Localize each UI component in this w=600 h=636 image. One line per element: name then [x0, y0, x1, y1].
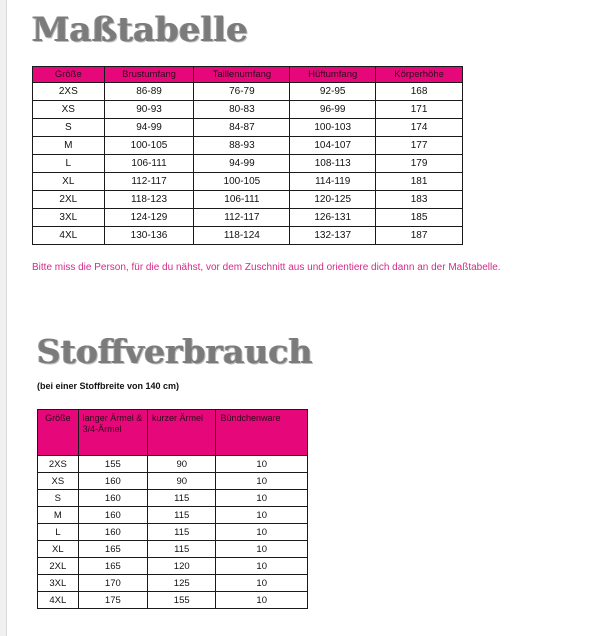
header-size: Größe [38, 410, 79, 456]
table-cell: 120-125 [290, 191, 376, 209]
table-cell: 112-117 [104, 173, 194, 191]
table-cell: 168 [376, 83, 463, 101]
table-cell: 175 [78, 592, 147, 609]
table-cell: 88-93 [194, 137, 290, 155]
table-cell: 181 [376, 173, 463, 191]
table-row [38, 575, 308, 592]
table-cell: 170 [78, 575, 147, 592]
table-cell: 92-95 [290, 83, 376, 101]
table-cell: 104-107 [290, 137, 376, 155]
table-cell: 118-124 [194, 227, 290, 245]
table-cell: 100-103 [290, 119, 376, 137]
table-row [33, 101, 463, 119]
table-row [38, 507, 308, 524]
fabric-usage-body [38, 456, 308, 609]
table-cell: 124-129 [104, 209, 194, 227]
table-cell: 125 [148, 575, 216, 592]
table-row [38, 592, 308, 609]
size-chart-title: Maßtabelle [32, 10, 249, 50]
table-row [33, 209, 463, 227]
table-cell: 10 [216, 507, 308, 524]
table-cell: 10 [216, 456, 308, 473]
fabric-usage-title: Stoffverbrauch [37, 332, 313, 371]
header-long-sleeve: langer Ärmel & 3/4-Ärmel [78, 410, 147, 456]
table-cell: 171 [376, 101, 463, 119]
table-cell: 10 [216, 541, 308, 558]
table-cell: 100-105 [194, 173, 290, 191]
table-cell: 10 [216, 473, 308, 490]
table-row [38, 473, 308, 490]
table-cell: 108-113 [290, 155, 376, 173]
table-cell: 132-137 [290, 227, 376, 245]
header-hip: Hüftumfang [290, 67, 376, 83]
table-row [33, 155, 463, 173]
size-chart-table [32, 66, 463, 245]
table-cell: 165 [78, 541, 147, 558]
table-cell: 112-117 [194, 209, 290, 227]
table-cell: 114-119 [290, 173, 376, 191]
table-row [38, 456, 308, 473]
table-cell: 177 [376, 137, 463, 155]
table-row [33, 119, 463, 137]
table-cell: L [33, 155, 105, 173]
table-cell: L [38, 524, 79, 541]
table-cell: 160 [78, 507, 147, 524]
table-cell: XS [38, 473, 79, 490]
table-cell: 115 [148, 541, 216, 558]
table-cell: 3XL [33, 209, 105, 227]
table-cell: M [33, 137, 105, 155]
table-cell: 76-79 [194, 83, 290, 101]
header-cuff-fabric: Bündchenware [216, 410, 308, 456]
table-cell: 118-123 [104, 191, 194, 209]
table-cell: 183 [376, 191, 463, 209]
header-height: Körperhöhe [376, 67, 463, 83]
table-cell: XL [33, 173, 105, 191]
table-cell: 2XS [38, 456, 79, 473]
table-cell: 96-99 [290, 101, 376, 119]
table-row [33, 227, 463, 245]
table-cell: 80-83 [194, 101, 290, 119]
fabric-header-row [38, 410, 308, 456]
table-cell: 160 [78, 524, 147, 541]
table-cell: S [33, 119, 105, 137]
table-cell: 130-136 [104, 227, 194, 245]
table-cell: 174 [376, 119, 463, 137]
table-cell: XS [33, 101, 105, 119]
table-cell: 179 [376, 155, 463, 173]
table-row [38, 541, 308, 558]
table-row [38, 558, 308, 575]
table-cell: 106-111 [104, 155, 194, 173]
table-cell: 155 [78, 456, 147, 473]
table-cell: 90 [148, 456, 216, 473]
table-cell: XL [38, 541, 79, 558]
table-row [33, 173, 463, 191]
table-row [33, 191, 463, 209]
header-short-sleeve: kurzer Ärmel [148, 410, 216, 456]
table-cell: 10 [216, 558, 308, 575]
table-cell: 10 [216, 524, 308, 541]
table-cell: 4XL [33, 227, 105, 245]
table-cell: 187 [376, 227, 463, 245]
header-size: Größe [33, 67, 105, 83]
table-cell: 2XS [33, 83, 105, 101]
table-cell: 165 [78, 558, 147, 575]
table-cell: 90 [148, 473, 216, 490]
table-cell: 126-131 [290, 209, 376, 227]
table-cell: 106-111 [194, 191, 290, 209]
table-row [38, 524, 308, 541]
table-cell: 94-99 [194, 155, 290, 173]
table-cell: 2XL [33, 191, 105, 209]
table-cell: S [38, 490, 79, 507]
table-row [38, 490, 308, 507]
size-chart-body [33, 83, 463, 245]
table-cell: 2XL [38, 558, 79, 575]
table-cell: 155 [148, 592, 216, 609]
header-waist: Taillenumfang [194, 67, 290, 83]
table-cell: 115 [148, 507, 216, 524]
table-cell: 10 [216, 592, 308, 609]
header-chest: Brustumfang [104, 67, 194, 83]
table-cell: 4XL [38, 592, 79, 609]
table-cell: 90-93 [104, 101, 194, 119]
table-cell: 10 [216, 575, 308, 592]
table-row [33, 137, 463, 155]
table-cell: 115 [148, 490, 216, 507]
table-cell: 10 [216, 490, 308, 507]
table-cell: 160 [78, 490, 147, 507]
page-edge [0, 0, 7, 636]
table-cell: 3XL [38, 575, 79, 592]
table-cell: 120 [148, 558, 216, 575]
fabric-usage-table [37, 409, 308, 609]
table-cell: 160 [78, 473, 147, 490]
table-cell: 115 [148, 524, 216, 541]
table-cell: 94-99 [104, 119, 194, 137]
table-row [33, 83, 463, 101]
table-cell: 86-89 [104, 83, 194, 101]
fabric-width-note: (bei einer Stoffbreite von 140 cm) [37, 381, 180, 391]
table-cell: 84-87 [194, 119, 290, 137]
table-cell: M [38, 507, 79, 524]
size-chart-header-row [33, 67, 463, 83]
measure-note: Bitte miss die Person, für die du nähst, vor dem Zuschnitt aus und orientiere dich dann an der Maßtabelle. [32, 262, 501, 273]
table-cell: 100-105 [104, 137, 194, 155]
table-cell: 185 [376, 209, 463, 227]
